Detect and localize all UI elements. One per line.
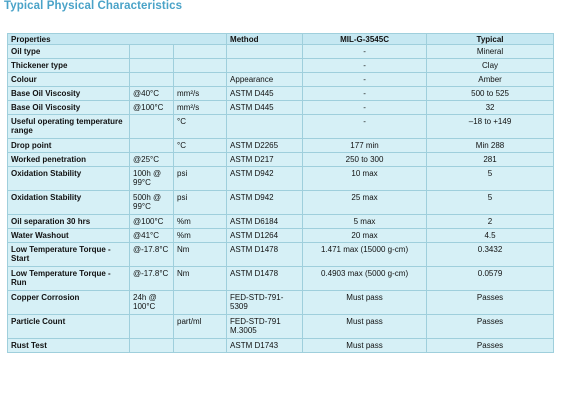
typical-value-cell: –18 to +149 — [427, 115, 554, 139]
unit-cell: %m — [174, 229, 227, 243]
property-cell: Oxidation Stability — [8, 167, 130, 191]
typical-value-cell: 0.0579 — [427, 267, 554, 291]
typical-value-cell: 0.3432 — [427, 243, 554, 267]
spec-value-cell: 20 max — [303, 229, 427, 243]
unit-cell: psi — [174, 167, 227, 191]
condition-cell: @-17.8°C — [130, 243, 174, 267]
header-properties: Properties — [8, 34, 227, 45]
condition-cell — [130, 73, 174, 87]
spec-value-cell: 0.4903 max (5000 g-cm) — [303, 267, 427, 291]
property-cell: Low Temperature Torque - Run — [8, 267, 130, 291]
unit-cell: psi — [174, 191, 227, 215]
typical-value-cell: Clay — [427, 59, 554, 73]
property-cell: Oil type — [8, 45, 130, 59]
property-cell: Thickener type — [8, 59, 130, 73]
page-title: Typical Physical Characteristics — [4, 0, 183, 12]
spec-value-cell: - — [303, 45, 427, 59]
method-cell: ASTM D217 — [227, 153, 303, 167]
typical-value-cell: 4.5 — [427, 229, 554, 243]
method-cell: ASTM D445 — [227, 101, 303, 115]
spec-value-cell: Must pass — [303, 315, 427, 339]
method-cell: ASTM D6184 — [227, 215, 303, 229]
table-row — [8, 315, 554, 339]
header-method: Method — [227, 34, 303, 45]
unit-cell — [174, 59, 227, 73]
condition-cell — [130, 115, 174, 139]
property-cell: Base Oil Viscosity — [8, 87, 130, 101]
table-row — [8, 339, 554, 353]
method-cell — [227, 45, 303, 59]
table-row — [8, 101, 554, 115]
method-cell: ASTM D1264 — [227, 229, 303, 243]
condition-cell — [130, 45, 174, 59]
typical-value-cell: Passes — [427, 291, 554, 315]
method-cell: FED-STD-791 M.3005 — [227, 315, 303, 339]
method-cell: ASTM D1743 — [227, 339, 303, 353]
property-cell: Base Oil Viscosity — [8, 101, 130, 115]
unit-cell: part/ml — [174, 315, 227, 339]
spec-value-cell: 177 min — [303, 139, 427, 153]
table-row — [8, 229, 554, 243]
table-row — [8, 59, 554, 73]
method-cell: Appearance — [227, 73, 303, 87]
condition-cell: 100h @ 99°C — [130, 167, 174, 191]
unit-cell: mm²/s — [174, 87, 227, 101]
unit-cell: °C — [174, 139, 227, 153]
method-cell: ASTM D942 — [227, 191, 303, 215]
spec-value-cell: 25 max — [303, 191, 427, 215]
spec-value-cell: - — [303, 87, 427, 101]
header-spec: MIL-G-3545C — [303, 34, 427, 45]
typical-value-cell: 32 — [427, 101, 554, 115]
spec-value-cell: - — [303, 73, 427, 87]
method-cell: ASTM D942 — [227, 167, 303, 191]
spec-value-cell: Must pass — [303, 291, 427, 315]
table-row — [8, 139, 554, 153]
typical-value-cell: 500 to 525 — [427, 87, 554, 101]
property-cell: Low Temperature Torque - Start — [8, 243, 130, 267]
spec-value-cell: 5 max — [303, 215, 427, 229]
unit-cell: mm²/s — [174, 101, 227, 115]
spec-value-cell: 10 max — [303, 167, 427, 191]
method-cell — [227, 59, 303, 73]
condition-cell: 24h @ 100°C — [130, 291, 174, 315]
condition-cell: @-17.8°C — [130, 267, 174, 291]
table-row — [8, 267, 554, 291]
property-cell: Particle Count — [8, 315, 130, 339]
property-cell: Useful operating temperature range — [8, 115, 130, 139]
table-row — [8, 215, 554, 229]
unit-cell: %m — [174, 215, 227, 229]
typical-value-cell: 5 — [427, 191, 554, 215]
condition-cell: @100°C — [130, 101, 174, 115]
table-row — [8, 153, 554, 167]
unit-cell — [174, 73, 227, 87]
unit-cell — [174, 339, 227, 353]
table-header-row — [8, 34, 554, 45]
condition-cell: @100°C — [130, 215, 174, 229]
property-cell: Worked penetration — [8, 153, 130, 167]
spec-value-cell: - — [303, 101, 427, 115]
header-typical: Typical — [427, 34, 554, 45]
spec-value-cell: - — [303, 115, 427, 139]
condition-cell: 500h @ 99°C — [130, 191, 174, 215]
property-cell: Drop point — [8, 139, 130, 153]
property-cell: Colour — [8, 73, 130, 87]
spec-value-cell: 1.471 max (15000 g-cm) — [303, 243, 427, 267]
method-cell: ASTM D1478 — [227, 267, 303, 291]
table-row — [8, 167, 554, 191]
characteristics-table — [7, 33, 554, 353]
condition-cell: @41°C — [130, 229, 174, 243]
method-cell — [227, 115, 303, 139]
table-row — [8, 291, 554, 315]
table-row — [8, 87, 554, 101]
unit-cell — [174, 291, 227, 315]
unit-cell: °C — [174, 115, 227, 139]
property-cell: Rust Test — [8, 339, 130, 353]
condition-cell — [130, 315, 174, 339]
typical-value-cell: 2 — [427, 215, 554, 229]
unit-cell: Nm — [174, 243, 227, 267]
condition-cell — [130, 139, 174, 153]
table-row — [8, 115, 554, 139]
spec-value-cell: 250 to 300 — [303, 153, 427, 167]
typical-value-cell: 281 — [427, 153, 554, 167]
table-row — [8, 45, 554, 59]
typical-value-cell: Passes — [427, 315, 554, 339]
typical-value-cell: Passes — [427, 339, 554, 353]
condition-cell: @25°C — [130, 153, 174, 167]
method-cell: FED-STD-791-5309 — [227, 291, 303, 315]
spec-value-cell: Must pass — [303, 339, 427, 353]
method-cell: ASTM D1478 — [227, 243, 303, 267]
typical-value-cell: Min 288 — [427, 139, 554, 153]
typical-value-cell: Amber — [427, 73, 554, 87]
unit-cell — [174, 153, 227, 167]
table-row — [8, 191, 554, 215]
table-row — [8, 73, 554, 87]
typical-value-cell: Mineral — [427, 45, 554, 59]
condition-cell: @40°C — [130, 87, 174, 101]
table-row — [8, 243, 554, 267]
property-cell: Oil separation 30 hrs — [8, 215, 130, 229]
unit-cell: Nm — [174, 267, 227, 291]
property-cell: Copper Corrosion — [8, 291, 130, 315]
property-cell: Water Washout — [8, 229, 130, 243]
condition-cell — [130, 59, 174, 73]
spec-value-cell: - — [303, 59, 427, 73]
unit-cell — [174, 45, 227, 59]
typical-value-cell: 5 — [427, 167, 554, 191]
method-cell: ASTM D2265 — [227, 139, 303, 153]
method-cell: ASTM D445 — [227, 87, 303, 101]
condition-cell — [130, 339, 174, 353]
property-cell: Oxidation Stability — [8, 191, 130, 215]
